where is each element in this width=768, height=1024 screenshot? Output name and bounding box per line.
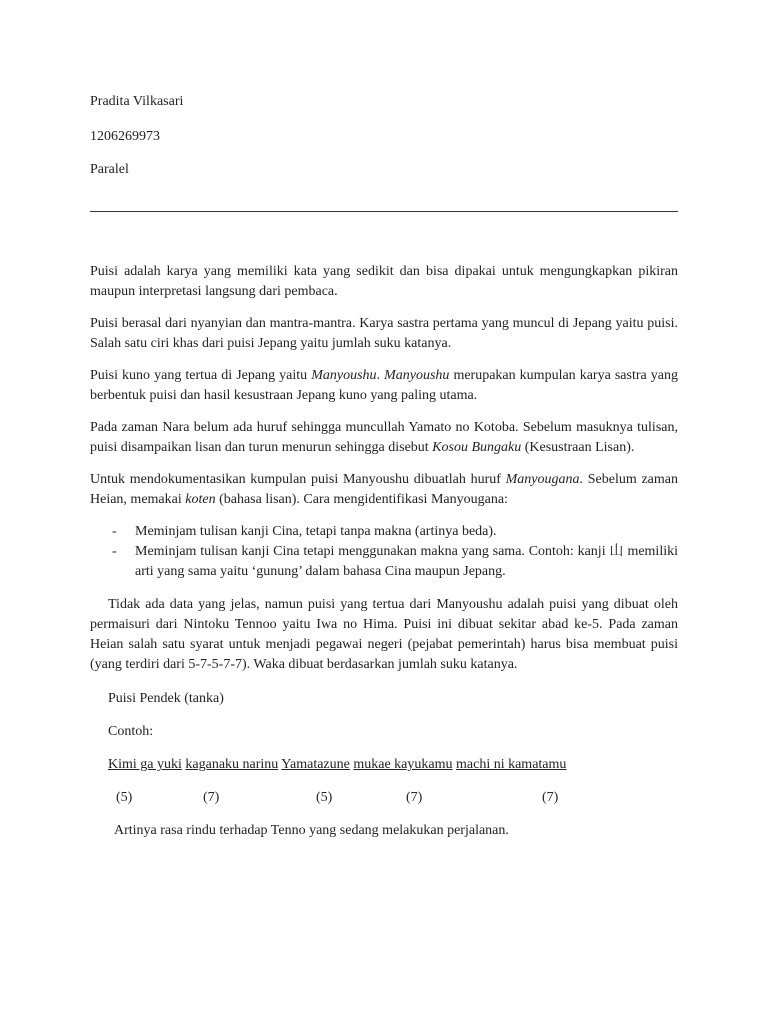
paragraph-definition: Puisi adalah karya yang memiliki kata yang sedikit dan bisa dipakai untuk mengungkapkan pikiran maupun interpretasi langsung dari pembaca. [90, 264, 678, 299]
list-item-text: Meminjam tulisan kanji Cina, tetapi tanpa makna (artinya beda). [135, 524, 497, 539]
manyoushu-term: Manyoushu [384, 368, 450, 383]
paragraph-manyoushu-rest: merupakan kumpulan karya sastra yang berbentuk puisi dan hasil kesustraan Jepang kuno yang paling utama. [90, 368, 678, 403]
list-item-text: Meminjam tulisan kanji Cina tetapi menggunakan makna yang sama. Contoh: kanji 山 memiliki arti yang sama yaitu ‘gunung’ dalam bahasa Cina maupun Jepang. [135, 544, 678, 579]
syllable-counts [90, 788, 678, 808]
paragraph-manyougana-rest: (bahasa lisan). Cara mengidentifikasi Manyougana: [215, 492, 508, 507]
header-divider [90, 211, 678, 212]
paragraph-manyoushu-sep: . [376, 368, 385, 383]
tanka-example-line [108, 755, 678, 775]
syllable-count: (7) [406, 790, 423, 805]
list-item [90, 542, 678, 582]
manyoushu-term: Manyoushu [311, 368, 377, 383]
author-name: Pradita Vilkasari [90, 94, 184, 109]
tanka-meaning: Artinya rasa rindu terhadap Tenno yang sedang melakukan perjalanan. [114, 823, 509, 838]
syllable-count: (7) [203, 790, 220, 805]
syllable-count: (5) [116, 790, 133, 805]
paragraph-manyoushu-text: Puisi kuno yang tertua di Jepang yaitu [90, 368, 312, 383]
paragraph-oldest-poem: Tidak ada data yang jelas, namun puisi yang tertua dari Manyoushu adalah puisi yang dibuat oleh permaisuri dari Nintoku Tennoo yaitu Iwa no Hima. Puisi ini dibuat sekitar abad ke-5. Pada zaman Heian salah satu syarat untuk menjadi pegawai negeri (pejabat pemerintah) harus bisa membuat puisi (yang terdiri dari 5-7-5-7-7). Waka dibuat berdasarkan jumlah suku katanya. [90, 597, 678, 672]
document-body [90, 262, 678, 841]
paragraph-manyoushu [90, 366, 678, 406]
list-item [90, 522, 678, 542]
syllable-count: (7) [542, 790, 559, 805]
identification-list [90, 522, 678, 582]
koten-term: koten [185, 492, 216, 507]
paragraph-manyougana [90, 470, 678, 510]
tanka-heading: Puisi Pendek (tanka) [108, 691, 224, 706]
tanka-phrase: machi ni kamatamu [456, 757, 567, 772]
kosou-bungaku-term: Kosou Bungaku [432, 440, 522, 455]
paragraph-nara [90, 418, 678, 458]
class-name: Paralel [90, 162, 129, 177]
tanka-phrase: kaganaku narinu [185, 757, 279, 772]
tanka-phrase: Yamatazune [281, 757, 350, 772]
paragraph-nara-text: Pada zaman Nara belum ada huruf sehingga muncullah Yamato no Kotoba. Sebelum masuknya tulisan, puisi disampaikan lisan dan turun menurun sehingga disebut [90, 420, 678, 455]
dash-marker: - [112, 544, 117, 559]
dash-marker: - [112, 524, 117, 539]
student-id: 1206269973 [90, 129, 160, 144]
tanka-phrase: Kimi ga yuki [108, 757, 182, 772]
example-label: Contoh: [108, 724, 154, 739]
paragraph-manyougana-text: Untuk mendokumentasikan kumpulan puisi Manyoushu dibuatlah huruf [90, 472, 506, 487]
paragraph-manyougana-mid: . Sebelum zaman Heian, memakai [90, 472, 678, 507]
tanka-phrase: mukae kayukamu [353, 757, 453, 772]
paragraph-origin: Puisi berasal dari nyanyian dan mantra-mantra. Karya sastra pertama yang muncul di Jepang yaitu puisi. Salah satu ciri khas dari puisi Jepang yaitu jumlah suku katanya. [90, 316, 678, 351]
paragraph-nara-rest: (Kesustraan Lisan). [521, 440, 635, 455]
manyougana-term: Manyougana [505, 472, 580, 487]
syllable-count: (5) [316, 790, 333, 805]
